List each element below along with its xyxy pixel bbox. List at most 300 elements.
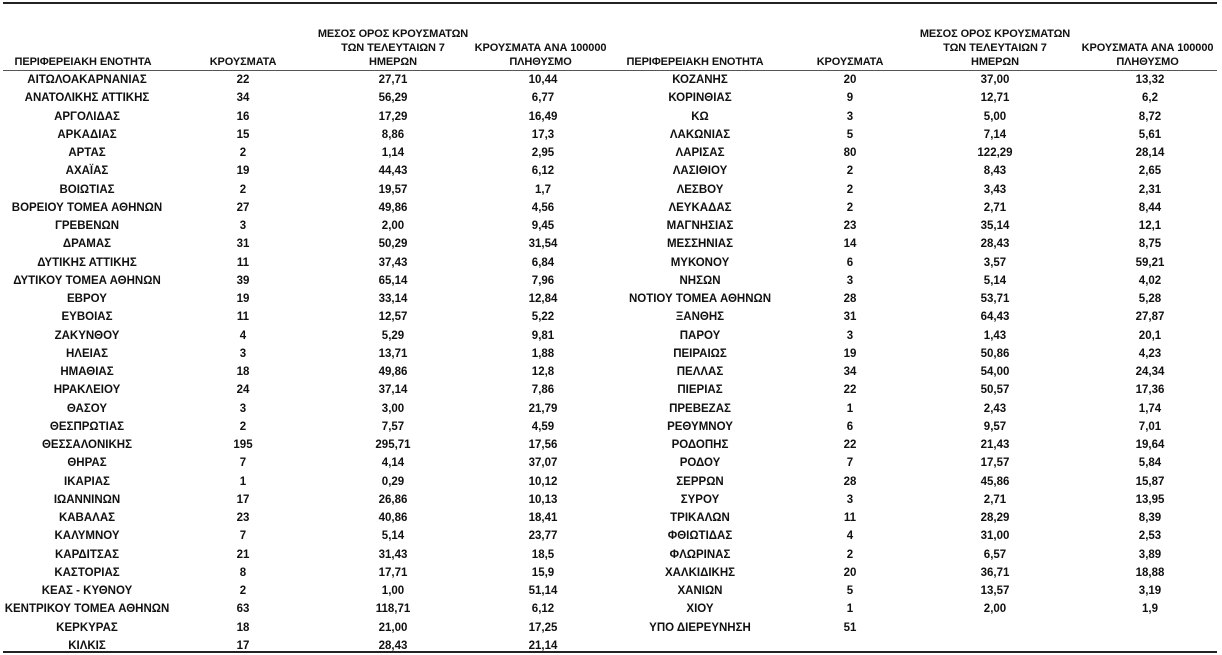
cell-cases: 3 (846, 329, 854, 342)
cell-per100k: 8,39 (1138, 512, 1162, 524)
cell-avg: 7,14 (983, 128, 1007, 141)
cell-cases: 17 (236, 493, 250, 506)
table-row (3, 436, 615, 454)
cell-region: ΕΥΒΟΙΑΣ (61, 311, 113, 324)
cell-avg: 40,86 (378, 512, 408, 524)
cell-per100k: 1,7 (535, 183, 551, 196)
table-row (3, 564, 615, 582)
cell-cases: 80 (843, 147, 857, 159)
cell-avg: 17,71 (378, 566, 408, 579)
cell-per100k: 7,01 (1138, 420, 1162, 433)
cell-region: ΧΑΝΙΩΝ (677, 585, 723, 597)
cell-region: ΚΑΒΑΛΑΣ (58, 512, 116, 524)
cell-cases: 1 (239, 475, 247, 488)
cell-avg: 2,71 (983, 493, 1007, 506)
cell-region: ΚΕΑΣ - ΚΥΘΝΟΥ (41, 585, 133, 597)
header-region: ΠΕΡΙΦΕΡΕΙΑΚΗ ΕΝΟΤΗΤΑ (626, 56, 764, 68)
cell-region: ΦΛΩΡΙΝΑΣ (669, 548, 731, 561)
cell-avg: 27,71 (378, 74, 408, 86)
table-row (615, 546, 1222, 564)
table-row (3, 181, 615, 199)
cell-region: ΛΕΥΚΑΔΑΣ (668, 201, 732, 214)
cell-per100k: 1,9 (1142, 603, 1158, 616)
cell-per100k: 8,72 (1138, 110, 1162, 123)
cell-region: ΠΡΕΒΕΖΑΣ (669, 402, 731, 415)
cell-cases: 2 (846, 183, 854, 196)
cell-avg: 50,86 (980, 347, 1010, 360)
cell-per100k: 10,13 (528, 493, 558, 506)
cell-per100k: 9,45 (531, 220, 555, 232)
cell-region: ΞΑΝΘΗΣ (675, 311, 725, 324)
header-avg-7-days: ΜΕΣΟΣ ΟΡΟΣ ΚΡΟΥΣΜΑΤΩΝ ΤΩΝ ΤΕΛΕΥΤΑΙΩΝ 7 ΗΜΕΡΩΝ (317, 28, 469, 68)
cell-per100k: 12,1 (1138, 220, 1162, 232)
cell-cases: 6 (846, 256, 854, 269)
cell-region: ΥΠΟ ΔΙΕΡΕΥΝΗΣΗ (649, 621, 751, 634)
cell-avg: 13,71 (378, 347, 408, 360)
cell-avg: 31,00 (980, 530, 1010, 543)
cell-per100k: 9,81 (531, 329, 555, 342)
table-row (3, 473, 615, 491)
header-cases: ΚΡΟΥΣΜΑΤΑ (209, 56, 277, 68)
cell-per100k: 5,22 (531, 311, 555, 324)
cell-cases: 1 (846, 402, 854, 415)
cell-region: ΝΗΣΩΝ (679, 274, 721, 287)
table-row (615, 199, 1222, 217)
cell-per100k: 21,79 (528, 402, 558, 415)
header-per-100k: ΚΡΟΥΣΜΑΤΑ ΑΝΑ 100000 ΠΛΗΘΥΣΜΟ (474, 42, 607, 68)
cell-cases: 51 (843, 621, 857, 634)
cell-region: ΡΟΔΟΠΗΣ (671, 439, 729, 451)
cell-per100k: 21,14 (528, 639, 558, 652)
cell-region: ΙΩΑΝΝΙΝΩΝ (53, 493, 121, 506)
cell-region: ΕΒΡΟΥ (67, 293, 107, 305)
cell-cases: 11 (236, 256, 250, 269)
cell-region: ΚΙΛΚΙΣ (68, 639, 106, 652)
table-row (615, 71, 1222, 89)
table-row (3, 272, 615, 290)
table-row (3, 491, 615, 509)
cell-region: ΑΝΑΤΟΛΙΚΗΣ ΑΤΤΙΚΗΣ (24, 92, 150, 105)
cell-cases: 6 (846, 420, 854, 433)
cell-avg: 65,14 (378, 274, 408, 287)
cell-per100k: 2,31 (1138, 183, 1162, 196)
cell-cases: 5 (846, 128, 854, 141)
table-row (3, 126, 615, 144)
cell-per100k: 17,3 (531, 128, 555, 141)
cell-cases: 34 (236, 92, 250, 105)
cell-per100k: 7,96 (531, 274, 555, 287)
cell-avg: 49,86 (378, 201, 408, 214)
cell-cases: 5 (846, 585, 854, 597)
cell-cases: 3 (239, 220, 247, 232)
cell-per100k: 13,95 (1135, 493, 1165, 506)
cell-cases: 2 (239, 147, 247, 159)
cell-avg: 37,00 (980, 74, 1010, 86)
cell-avg: 37,14 (378, 384, 408, 397)
cell-cases: 2 (239, 420, 247, 433)
table-row (615, 582, 1222, 600)
cell-region: ΒΟΡΕΙΟΥ ΤΟΜΕΑ ΑΘΗΝΩΝ (11, 201, 163, 214)
cell-cases: 20 (843, 566, 857, 579)
cell-avg: 2,00 (983, 603, 1007, 616)
cell-per100k: 24,34 (1135, 366, 1165, 378)
cell-cases: 23 (236, 512, 250, 524)
cell-cases: 34 (843, 366, 857, 378)
cell-region: ΜΑΓΝΗΣΙΑΣ (666, 220, 734, 232)
cell-region: ΦΘΙΩΤΙΔΑΣ (667, 530, 733, 543)
table-row (3, 71, 615, 89)
cell-per100k: 10,44 (528, 74, 558, 86)
cell-region: ΗΛΕΙΑΣ (65, 347, 109, 360)
table-row (615, 272, 1222, 290)
cell-cases: 18 (236, 366, 250, 378)
cell-cases: 3 (846, 274, 854, 287)
cell-cases: 2 (239, 585, 247, 597)
cell-region: ΓΡΕΒΕΝΩΝ (54, 220, 120, 232)
cell-cases: 3 (846, 110, 854, 123)
cell-avg: 53,71 (980, 293, 1010, 305)
table-row (3, 254, 615, 272)
cell-per100k: 6,12 (531, 165, 555, 178)
cell-cases: 27 (236, 201, 250, 214)
table-row (615, 509, 1222, 527)
cell-avg: 50,29 (378, 238, 408, 251)
cell-cases: 8 (239, 566, 247, 579)
cell-per100k: 2,95 (531, 147, 555, 159)
table-row (3, 199, 615, 217)
table-left-half (3, 4, 615, 651)
cell-region: ΣΕΡΡΩΝ (676, 475, 724, 488)
table-row (615, 144, 1222, 162)
cell-per100k: 51,14 (528, 585, 558, 597)
cell-per100k: 1,74 (1138, 402, 1162, 415)
table-row (615, 381, 1222, 399)
cell-region: ΖΑΚΥΝΘΟΥ (54, 329, 120, 342)
cell-region: ΚΩ (691, 110, 709, 123)
table-row (615, 254, 1222, 272)
cell-per100k: 17,36 (1135, 384, 1165, 397)
cell-per100k: 17,56 (528, 439, 558, 451)
table-row (615, 108, 1222, 126)
table-row (615, 564, 1222, 582)
cell-avg: 36,71 (980, 566, 1010, 579)
cell-per100k: 17,25 (528, 621, 558, 634)
table-row (615, 89, 1222, 107)
cell-cases: 22 (843, 439, 857, 451)
cell-region: ΚΑΣΤΟΡΙΑΣ (54, 566, 120, 579)
cell-avg: 5,14 (381, 530, 405, 543)
cell-avg: 45,86 (980, 475, 1010, 488)
cell-per100k: 3,19 (1138, 585, 1162, 597)
cell-per100k: 4,23 (1138, 347, 1162, 360)
cell-avg: 3,57 (983, 256, 1007, 269)
table-row (615, 217, 1222, 235)
table-header-left (3, 20, 615, 71)
cell-avg: 54,00 (980, 366, 1010, 378)
table-row (615, 181, 1222, 199)
cell-region: ΒΟΙΩΤΙΑΣ (59, 183, 115, 196)
cell-region: ΚΕΡΚΥΡΑΣ (56, 621, 118, 634)
table-row (615, 290, 1222, 308)
cell-avg: 17,29 (378, 110, 408, 123)
cell-region: ΧΑΛΚΙΔΙΚΗΣ (664, 566, 736, 579)
cell-cases: 22 (236, 74, 250, 86)
cell-per100k: 1,88 (531, 347, 555, 360)
cell-per100k: 10,12 (528, 475, 558, 488)
cell-avg: 50,57 (980, 384, 1010, 397)
cell-per100k: 20,1 (1138, 329, 1162, 342)
cell-region: ΑΡΓΟΛΙΔΑΣ (54, 110, 120, 123)
table-row (3, 546, 615, 564)
cell-avg: 5,14 (983, 274, 1007, 287)
table-row (3, 418, 615, 436)
cell-cases: 2 (846, 165, 854, 178)
cell-avg: 28,43 (980, 238, 1010, 251)
cell-per100k: 16,49 (528, 110, 558, 123)
cell-per100k: 12,84 (528, 293, 558, 305)
cell-avg: 5,29 (381, 329, 405, 342)
cell-cases: 20 (843, 74, 857, 86)
cell-avg: 17,57 (980, 457, 1010, 470)
cell-cases: 2 (239, 183, 247, 196)
cell-per100k: 23,77 (528, 530, 558, 543)
cell-region: ΑΡΚΑΔΙΑΣ (57, 128, 117, 141)
cell-per100k: 7,86 (531, 384, 555, 397)
cell-avg: 3,43 (983, 183, 1007, 196)
cell-avg: 56,29 (378, 92, 408, 105)
cell-per100k: 8,44 (1138, 201, 1162, 214)
cell-avg: 31,43 (378, 548, 408, 561)
cell-cases: 28 (843, 475, 857, 488)
cases-table (3, 2, 1217, 653)
cell-per100k: 18,41 (528, 512, 558, 524)
cell-per100k: 59,21 (1135, 256, 1165, 269)
cell-avg: 12,57 (378, 311, 408, 324)
table-row (615, 162, 1222, 180)
cell-per100k: 5,61 (1138, 128, 1162, 141)
table-row (3, 363, 615, 381)
cell-region: ΠΑΡΟΥ (679, 329, 721, 342)
cell-per100k: 18,5 (531, 548, 555, 561)
table-row (615, 527, 1222, 545)
table-row (3, 144, 615, 162)
cell-per100k: 18,88 (1135, 566, 1165, 579)
table-row (615, 418, 1222, 436)
cell-cases: 14 (843, 238, 857, 251)
cell-cases: 19 (236, 165, 250, 178)
cell-per100k: 31,54 (528, 238, 558, 251)
table-row (3, 162, 615, 180)
table-row (3, 509, 615, 527)
cell-avg: 35,14 (980, 220, 1010, 232)
cell-avg: 1,14 (381, 147, 405, 159)
table-row (3, 345, 615, 363)
table-row (3, 308, 615, 326)
cell-per100k: 6,77 (531, 92, 555, 105)
cell-avg: 1,43 (983, 329, 1007, 342)
cell-avg: 2,71 (983, 201, 1007, 214)
table-row (3, 619, 615, 637)
cell-per100k: 6,84 (531, 256, 555, 269)
cell-region: ΙΚΑΡΙΑΣ (64, 475, 110, 488)
cell-per100k: 15,87 (1135, 475, 1165, 488)
cell-cases: 3 (239, 402, 247, 415)
table-row (615, 345, 1222, 363)
cell-cases: 31 (843, 311, 857, 324)
table-row (3, 454, 615, 472)
cell-region: ΠΕΛΛΑΣ (676, 366, 724, 378)
cell-region: ΛΑΡΙΣΑΣ (675, 147, 725, 159)
cell-region: ΚΟΖΑΝΗΣ (672, 74, 728, 86)
cell-region: ΘΗΡΑΣ (67, 457, 107, 470)
cell-region: ΗΡΑΚΛΕΙΟΥ (53, 384, 121, 397)
cell-avg: 21,00 (378, 621, 408, 634)
table-row (615, 619, 1222, 637)
table-row (3, 637, 615, 655)
cell-cases: 18 (236, 621, 250, 634)
table-row (3, 582, 615, 600)
cell-cases: 24 (236, 384, 250, 397)
header-per-100k: ΚΡΟΥΣΜΑΤΑ ΑΝΑ 100000 ΠΛΗΘΥΣΜΟ (1081, 42, 1214, 68)
cell-per100k: 2,53 (1138, 530, 1162, 543)
table-row (615, 491, 1222, 509)
table-row (615, 600, 1222, 618)
cell-avg: 1,00 (381, 585, 405, 597)
cell-per100k: 8,75 (1138, 238, 1162, 251)
cell-region: ΘΑΣΟΥ (66, 402, 108, 415)
table-row (3, 89, 615, 107)
cell-cases: 19 (236, 293, 250, 305)
cell-cases: 21 (236, 548, 250, 561)
table-row (615, 327, 1222, 345)
cell-cases: 11 (843, 512, 857, 524)
cell-avg: 2,43 (983, 402, 1007, 415)
cell-per100k: 5,84 (1138, 457, 1162, 470)
cell-region: ΧΙΟΥ (686, 603, 714, 616)
cell-cases: 3 (846, 493, 854, 506)
cell-region: ΗΜΑΘΙΑΣ (60, 366, 114, 378)
cell-avg: 4,14 (381, 457, 405, 470)
cell-cases: 2 (846, 548, 854, 561)
table-row (615, 235, 1222, 253)
cell-region: ΑΡΤΑΣ (68, 147, 106, 159)
cell-avg: 8,43 (983, 165, 1007, 178)
cell-region: ΘΕΣΣΑΛΟΝΙΚΗΣ (41, 439, 133, 451)
cell-avg: 13,57 (980, 585, 1010, 597)
cell-cases: 4 (239, 329, 247, 342)
cell-cases: 23 (843, 220, 857, 232)
cell-region: ΚΟΡΙΝΘΙΑΣ (668, 92, 732, 105)
cell-avg: 21,43 (980, 439, 1010, 451)
table-row (615, 400, 1222, 418)
cell-avg: 49,86 (378, 366, 408, 378)
table-row (3, 290, 615, 308)
table-row (3, 108, 615, 126)
table-row (3, 235, 615, 253)
cell-per100k: 5,28 (1138, 293, 1162, 305)
cell-avg: 0,29 (381, 475, 405, 488)
cell-avg: 33,14 (378, 293, 408, 305)
cell-cases: 195 (233, 439, 253, 451)
cell-cases: 28 (843, 293, 857, 305)
cell-avg: 19,57 (378, 183, 408, 196)
cell-per100k: 19,64 (1135, 439, 1165, 451)
cell-region: ΜΥΚΟΝΟΥ (670, 256, 730, 269)
cell-per100k: 4,56 (531, 201, 555, 214)
table-row (615, 126, 1222, 144)
cell-per100k: 4,59 (531, 420, 555, 433)
cell-region: ΔΥΤΙΚΟΥ ΤΟΜΕΑ ΑΘΗΝΩΝ (13, 274, 161, 287)
table-row (615, 436, 1222, 454)
cell-cases: 3 (239, 347, 247, 360)
cell-cases: 19 (843, 347, 857, 360)
cell-cases: 17 (236, 639, 250, 652)
cell-region: ΚΕΝΤΡΙΚΟΥ ΤΟΜΕΑ ΑΘΗΝΩΝ (4, 603, 170, 616)
cell-avg: 2,00 (381, 220, 405, 232)
table-row (3, 527, 615, 545)
cell-region: ΚΑΛΥΜΝΟΥ (54, 530, 120, 543)
cell-cases: 63 (236, 603, 250, 616)
cell-cases: 22 (843, 384, 857, 397)
table-row (3, 327, 615, 345)
cell-region: ΡΟΔΟΥ (679, 457, 721, 470)
cell-region: ΝΟΤΙΟΥ ΤΟΜΕΑ ΑΘΗΝΩΝ (628, 293, 772, 305)
table-row (3, 600, 615, 618)
cell-avg: 9,57 (983, 420, 1007, 433)
cell-per100k: 37,07 (528, 457, 558, 470)
cell-cases: 15 (236, 128, 250, 141)
cell-region: ΣΥΡΟΥ (680, 493, 720, 506)
cell-per100k: 6,12 (531, 603, 555, 616)
cell-cases: 7 (239, 457, 247, 470)
cell-region: ΘΕΣΠΡΩΤΙΑΣ (49, 420, 125, 433)
cell-avg: 3,00 (381, 402, 405, 415)
cell-region: ΛΑΣΙΘΙΟΥ (672, 165, 728, 178)
cell-per100k: 6,2 (1142, 92, 1158, 105)
cell-per100k: 4,02 (1138, 274, 1162, 287)
cell-per100k: 12,8 (531, 366, 555, 378)
header-region: ΠΕΡΙΦΕΡΕΙΑΚΗ ΕΝΟΤΗΤΑ (14, 56, 152, 68)
cell-avg: 6,57 (983, 548, 1007, 561)
cell-region: ΠΕΙΡΑΙΩΣ (673, 347, 727, 360)
cell-region: ΛΑΚΩΝΙΑΣ (669, 128, 731, 141)
cell-region: ΤΡΙΚΑΛΩΝ (670, 512, 730, 524)
cell-avg: 8,86 (381, 128, 405, 141)
header-cases: ΚΡΟΥΣΜΑΤΑ (816, 56, 884, 68)
cell-avg: 28,43 (378, 639, 408, 652)
table-row (615, 308, 1222, 326)
cell-per100k: 13,32 (1135, 74, 1165, 86)
cell-cases: 16 (236, 110, 250, 123)
cell-cases: 11 (236, 311, 250, 324)
table-header-right (615, 20, 1217, 71)
cell-avg: 64,43 (980, 311, 1010, 324)
cell-region: ΔΡΑΜΑΣ (62, 238, 112, 251)
cell-avg: 12,71 (980, 92, 1010, 105)
cell-cases: 9 (846, 92, 854, 105)
cell-region: ΔΥΤΙΚΗΣ ΑΤΤΙΚΗΣ (37, 256, 137, 269)
table-row (615, 363, 1222, 381)
cell-avg: 26,86 (378, 493, 408, 506)
cell-cases: 31 (236, 238, 250, 251)
cell-region: ΡΕΘΥΜΝΟΥ (667, 420, 733, 433)
header-avg-7-days: ΜΕΣΟΣ ΟΡΟΣ ΚΡΟΥΣΜΑΤΩΝ ΤΩΝ ΤΕΛΕΥΤΑΙΩΝ 7 ΗΜΕΡΩΝ (919, 28, 1071, 68)
cell-per100k: 15,9 (531, 566, 555, 579)
cell-cases: 4 (846, 530, 854, 543)
table-right-half (615, 4, 1217, 651)
cell-avg: 5,00 (983, 110, 1007, 123)
cell-region: ΜΕΣΣΗΝΙΑΣ (666, 238, 734, 251)
